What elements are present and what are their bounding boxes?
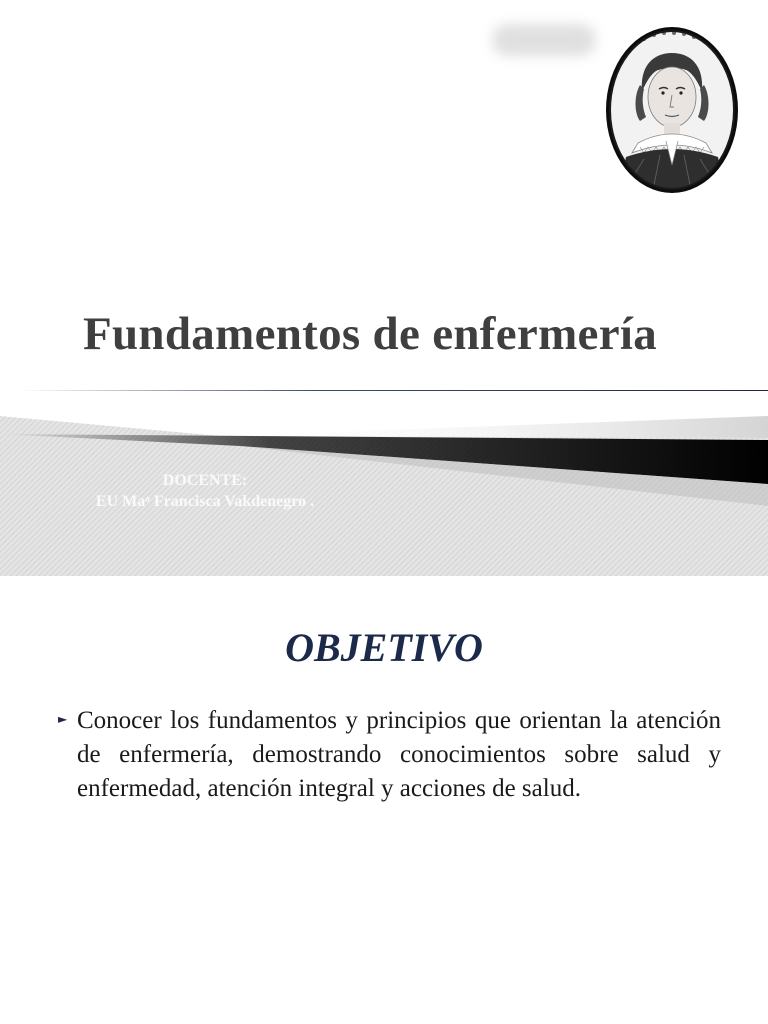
portrait-medallion <box>604 25 740 195</box>
blurred-watermark <box>492 24 596 56</box>
portrait-image <box>604 25 740 195</box>
objective-paragraph: Conocer los fundamentos y principios que orientan la atención de enfermería, demostrando conocimientos sobre salud y enfermedad, atención integral y acciones de salud. <box>77 707 721 802</box>
docente-name: EU Maᵃ Francisca Vakdenegro . <box>95 493 315 510</box>
presentation-title: Fundamentos de enfermería <box>82 308 658 361</box>
objective-slide <box>0 576 768 1024</box>
triangle-bullet-icon: ► <box>58 712 68 726</box>
objective-heading: OBJETIVO <box>285 625 483 670</box>
docente-label: DOCENTE: <box>162 472 248 489</box>
docente-block <box>0 470 410 512</box>
title-divider-line <box>20 390 768 391</box>
